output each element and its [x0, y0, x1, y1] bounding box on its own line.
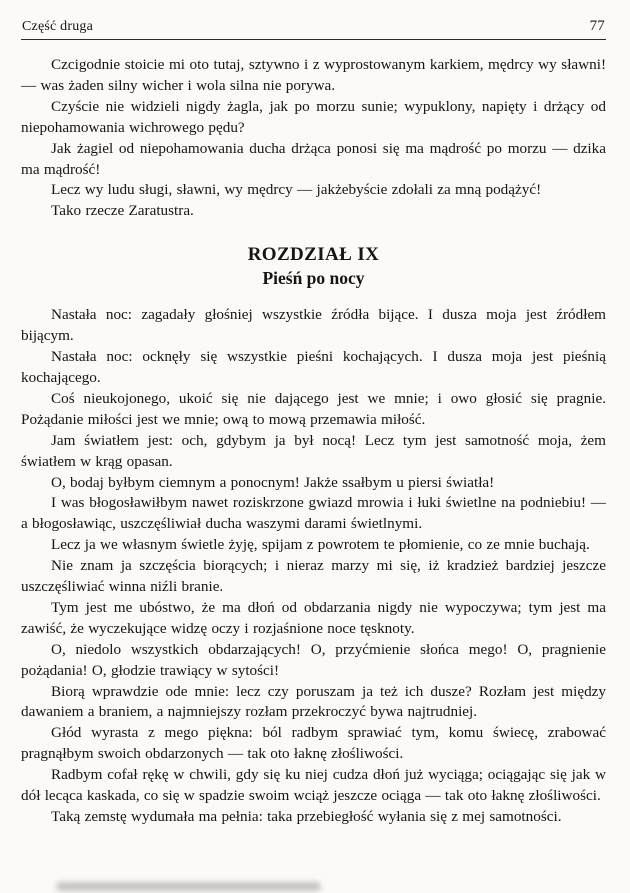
paragraph: Nastała noc: zagadały głośniej wszystkie źródła bijące. I dusza moja jest źródłem bijącym. — [21, 306, 606, 345]
header-rule — [21, 39, 606, 40]
paragraph: Taką zemstę wydumała ma pełnia: taka przebiegłość wyłania się z mej samotności. — [51, 808, 562, 825]
paragraph: Nastała noc: ocknęły się wszystkie pieśni kochających. I dusza moja jest pieśnią kochającego. — [21, 348, 606, 386]
chapter-title: Pieśń po nocy — [262, 268, 365, 289]
paragraph: Lecz wy ludu sługi, sławni, wy mędrcy — jakżebyście zdołali za mną podążyć! — [51, 181, 542, 199]
paragraph: Czcigodnie stoicie mi oto tutaj, sztywno i z wyprostowanym karkiem, mędrcy wy sławni! — was żaden silny wicher i wola silna nie porywa. — [21, 56, 606, 94]
paragraph: O, niedolo wszystkich obdarzających! O, przyćmienie słońca mego! O, pragnienie pożądania! O, głodzie trawiący w sytości! — [21, 640, 606, 679]
chapter-number: ROZDZIAŁ IX — [247, 244, 380, 266]
section-label: Część druga — [22, 19, 94, 34]
paragraph: Głód wyrasta z mego piękna: ból radbym sprawiać tym, komu świecę, zrabować pragnąłbym swoich obdarzonych — tak oto łaknę złośliwości. — [21, 724, 606, 763]
paragraph: Tym jest me ubóstwo, że ma dłoń od obdarzania nigdy nie wypoczywa; tym jest ma zawiść, że wyczekujące widzę oczy i rozjaśnione noce tęsknoty. — [21, 598, 606, 637]
paragraph: Biorą wprawdzie ode mnie: lecz czy poruszam ja też ich dusze? Rozłam jest między dawaniem a braniem, a najmniejszy rozłam przekroczyć bywa najtrudniej. — [21, 682, 606, 721]
page-number: 77 — [589, 18, 605, 34]
paragraph: Jam światłem jest: och, gdybym ja był nocą! Lecz tym jest samotność moja, żem światłem w krąg opasan. — [21, 431, 606, 470]
paragraph: Jak żagiel od niepohamowania ducha drżąca ponosi się ma mądrość po morzu — dzika ma mądrość! — [21, 139, 606, 178]
paragraph: Czyście nie widzieli nigdy żagla, jak po morzu sunie; wypuklony, napięty i drżący od niepohamowania wichrowego pędu? — [21, 97, 606, 136]
running-header — [21, 18, 606, 39]
paragraph: Nie znam ja szczęścia biorących; i nieraz marzy mi się, iż kradzież bardziej jeszcze uszczęśliwiać winna niźli branie. — [21, 557, 606, 596]
paragraph: Radbym cofał rękę w chwili, gdy się ku niej cudza dłoń już wyciąga; ociągając się jak w dół lecąca kaskada, co się w spadzie swoim wciąż jeszcze ociąga — tak oto łaknę złośliwości. — [21, 766, 606, 805]
closing-line: Tako rzecze Zaratustra. — [51, 202, 194, 220]
paragraph: O, bodaj byłbym ciemnym a ponocnym! Jakże ssałbym u piersi światła! — [51, 473, 495, 491]
paragraph: Coś nieukojonego, ukoić się nie dającego jest we mnie; i owo głosić się pragnie. Pożądanie miłości jest we mnie; ową to mową przemawia miłość. — [21, 389, 606, 428]
paragraph: I was błogosławiłbym nawet roziskrzone gwiazd mrowia i łuki świetlne na podniebiu! — a błogosławiąc, uszczęśliwiał ducha waszymi darami świetlnymi. — [21, 494, 606, 533]
chapter-heading — [21, 243, 606, 290]
paragraph: Lecz ja we własnym świetle żyję, spijam z powrotem te płomienie, co ze mnie buchają. — [51, 536, 590, 554]
cut-off-text-artifact — [56, 882, 321, 891]
